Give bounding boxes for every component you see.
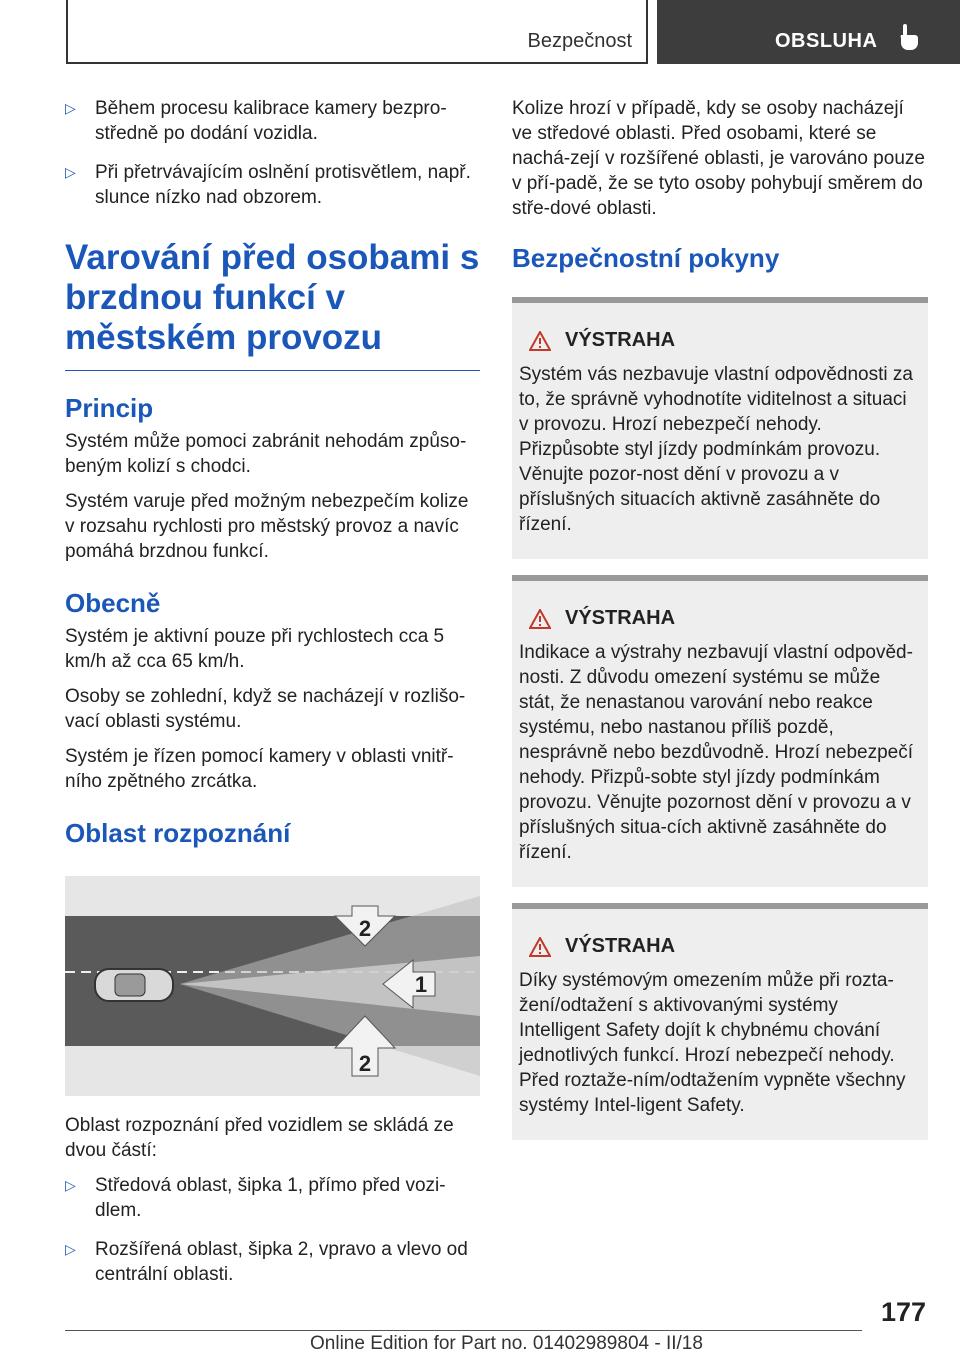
vehicle-icon xyxy=(95,969,173,1001)
warning-title: VÝSTRAHA xyxy=(565,935,676,957)
list-item: ▷ Při přetrvávajícím oslnění protisvětlem, např. slunce nízko nad obzorem. xyxy=(65,162,471,208)
paragraph: Osoby se zohlední, když se nacházejí v rozlišo-vací oblasti systému. xyxy=(65,686,466,732)
warning-box xyxy=(512,903,928,1140)
paragraph: Systém varuje před možným nebezpečím kolize v rozsahu rychlosti pro městský provoz a navíc pomáhá brzdnou funkcí. xyxy=(65,491,469,562)
chapter-tab-label: OBSLUHA xyxy=(775,30,878,52)
right-column xyxy=(512,96,928,1156)
chapter-heading: Varování před osobami s brzdnou funkcí v městském provozu xyxy=(65,238,480,371)
warning-text: Díky systémovým omezením může při rozta-žení/odtažení s aktivovanými systémy Intelligent Safety dojít k chybnému chování jednotlivých funkcí. Hrozí nebezpečí nehody. Před roztaže-ním/odtažením vypněte všechny systémy Intel-ligent Safety. xyxy=(519,970,906,1116)
warning-box xyxy=(512,297,928,559)
section-title: Bezpečnost xyxy=(527,30,632,52)
list-item: ▷ Rozšířená oblast, šipka 2, vpravo a vlevo od centrální oblasti. xyxy=(65,1239,468,1285)
triangle-bullet-icon: ▷ xyxy=(65,100,76,116)
left-column xyxy=(65,96,480,1301)
detection-heading: Oblast rozpoznání xyxy=(65,818,291,848)
warning-title: VÝSTRAHA xyxy=(565,607,676,629)
warning-triangle-icon xyxy=(529,609,551,629)
warning-triangle-icon xyxy=(529,331,551,351)
pointing-hand-icon xyxy=(897,24,919,50)
svg-text:2: 2 xyxy=(358,1051,372,1076)
svg-text:1: 1 xyxy=(414,972,428,997)
warning-box xyxy=(512,575,928,887)
paragraph: Kolize hrozí v případě, kdy se osoby nacházejí ve středové oblasti. Před osobami, které se nachá-zejí v rozšířené oblasti, je varováno pouze v pří-padě, že se tyto osoby pohybují směrem do stře-dové oblasti. xyxy=(512,98,925,219)
paragraph: Systém je aktivní pouze při rychlostech cca 5 km/h až cca 65 km/h. xyxy=(65,626,445,672)
header-frame xyxy=(66,0,648,64)
list-item: ▷ Středová oblast, šipka 1, přímo před vozi-dlem. xyxy=(65,1175,446,1221)
paragraph: Systém je řízen pomocí kamery v oblasti vnitř-ního zpětného zrcátka. xyxy=(65,746,454,792)
diagram-caption: Oblast rozpoznání před vozidlem se skládá ze dvou částí: xyxy=(65,1115,454,1161)
chapter-tab xyxy=(657,0,960,64)
svg-text:2: 2 xyxy=(358,916,372,941)
page-number: 177 xyxy=(880,1297,926,1327)
footer-edition: Online Edition for Part no. 01402989804 - II/18 xyxy=(310,1333,703,1354)
safety-heading: Bezpečnostní pokyny xyxy=(512,243,780,273)
warning-triangle-icon xyxy=(529,937,551,957)
triangle-bullet-icon: ▷ xyxy=(65,1177,76,1193)
principle-heading: Princip xyxy=(65,393,154,423)
warning-text: Indikace a výstrahy nezbavují vlastní odpověd-nosti. Z důvodu omezení systému se může stát, že nenastanou varování nebo reakce systému, nebo nastanou příliš pozdě, nesprávně nebo bezdůvodně. Hrozí nebezpečí nehody. Přizpů-sobte styl jízdy podmínkám provozu. Věnujte pozornost dění v provozu a v příslušných situa-cích aktivně zasáhněte do řízení. xyxy=(519,642,913,863)
triangle-bullet-icon: ▷ xyxy=(65,164,76,180)
warning-text: Systém vás nezbavuje vlastní odpovědnosti za to, že správně vyhodnotíte viditelnost a situaci v provozu. Hrozí nebezpečí nehody. Přizpůsobte styl jízdy podmínkám provozu. Věnujte pozor-nost dění v provozu a v příslušných situacích aktivně zasáhněte do řízení. xyxy=(519,364,913,535)
paragraph: Systém může pomoci zabránit nehodám způso-beným kolizí s chodci. xyxy=(65,431,467,477)
warning-title: VÝSTRAHA xyxy=(565,329,676,351)
footer-divider xyxy=(65,1330,862,1331)
detection-area-diagram xyxy=(65,876,480,1096)
general-heading: Obecně xyxy=(65,588,161,618)
list-item: ▷ Během procesu kalibrace kamery bezpro-středně po dodání vozidla. xyxy=(65,98,447,144)
triangle-bullet-icon: ▷ xyxy=(65,1241,76,1257)
